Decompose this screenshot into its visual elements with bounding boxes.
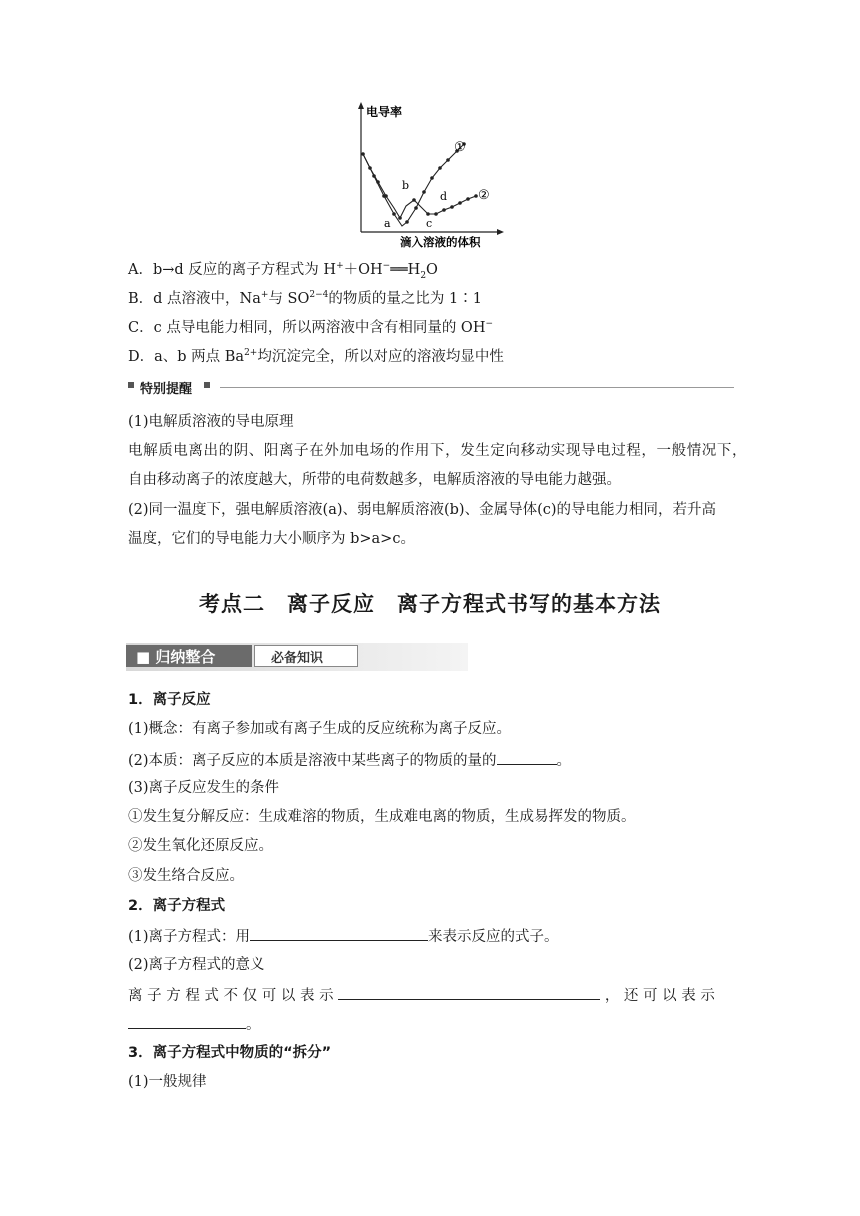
blank-field [128, 1013, 246, 1029]
curve-1-points [372, 142, 466, 224]
body-line-general-rule: (1)一般规律 [128, 1074, 207, 1090]
y-axis-arrow [358, 102, 364, 109]
tip-line-3: 自由移动离子的浓度越大，所带的电荷数越多，电解质溶液的导电能力越强。 [128, 472, 621, 488]
tip-divider [220, 387, 734, 388]
tip-square-icon [128, 382, 134, 388]
point-c-label: c [426, 217, 433, 230]
y-axis-label: 电导率 [366, 105, 403, 119]
x-axis-label: 滴入溶液的体积 [400, 235, 481, 249]
body-line-conditions: (3)离子反应发生的条件 [128, 780, 280, 796]
body-line-essence: (2)本质：离子反应的本质是溶液中某些离子的物质的量的 。 [128, 749, 571, 771]
option-b: B．d 点溶液中，Na+与 $SO^{2-4}$的物质的量之比为 1∶1 [128, 290, 482, 307]
body-line-cond-3: ③发生络合反应。 [128, 868, 244, 884]
tip-label: 特别提醒 [140, 382, 193, 397]
blank-field [338, 984, 600, 1000]
banner-left-label: ■ 归纳整合 [136, 648, 216, 666]
body-line-meaning: (2)离子方程式的意义 [128, 957, 265, 973]
curve-2 [363, 154, 476, 218]
tip-line-4: (2)同一温度下，强电解质溶液(a)、弱电解质溶液(b)、金属导体(c)的导电能力相同，若升高 [128, 502, 717, 518]
tip-line-5: 温度，它们的导电能力大小顺序为 b>a>c。 [128, 531, 415, 547]
point-a-label: a [384, 217, 391, 230]
blank-field [497, 749, 557, 765]
option-c: C．c 点导电能力相同，所以两溶液中含有相同量的 OH− [128, 319, 494, 336]
tip-line-2: 电解质电离出的阴、阳离子在外加电场的作用下，发生定向移动实现导电过程，一般情况下， [128, 443, 748, 459]
blank-field [250, 925, 428, 941]
section-banner [126, 643, 468, 671]
point-d-label: d [440, 190, 448, 203]
body-line-cond-2: ②发生氧化还原反应。 [128, 838, 273, 854]
body-line-meaning-detail: 离 子 方 程 式 不 仅 可 以 表 示 ， 还 可 以 表 示 [128, 984, 715, 1006]
body-line-meaning-cont: 。 [128, 1013, 261, 1035]
section-title: 考点二 离子反应 离子方程式书写的基本方法 [199, 592, 661, 616]
banner-right-label: 必备知识 [271, 651, 324, 666]
point-b-label: b [402, 179, 410, 192]
tip-header [128, 378, 734, 396]
option-d: D．a、b 两点 $Ba^{2+}$均沉淀完全，所以对应的溶液均显中性 [128, 348, 504, 365]
heading-3: 3．离子方程式中物质的“拆分” [128, 1045, 332, 1061]
curve-1-label: ① [454, 140, 466, 155]
curve-2-label: ② [478, 188, 490, 203]
body-line-concept: (1)概念：有离子参加或有离子生成的反应统称为离子反应。 [128, 721, 512, 737]
option-a: A．b→d 反应的离子方程式为 $H^++OH^-══H_2O$ [128, 261, 438, 281]
body-line-cond-1: ①发生复分解反应：生成难溶的物质，生成难电离的物质，生成易挥发的物质。 [128, 809, 636, 825]
conductivity-graph [340, 96, 520, 251]
body-line-definition: (1)离子方程式：用 来表示反应的式子。 [128, 925, 559, 947]
tip-square-icon-2 [204, 382, 210, 388]
heading-1: 1．离子反应 [128, 692, 211, 708]
tip-line-1: (1)电解质溶液的导电原理 [128, 414, 294, 430]
curve-1 [363, 144, 464, 226]
x-axis-arrow [497, 229, 504, 235]
heading-2: 2．离子方程式 [128, 898, 226, 914]
